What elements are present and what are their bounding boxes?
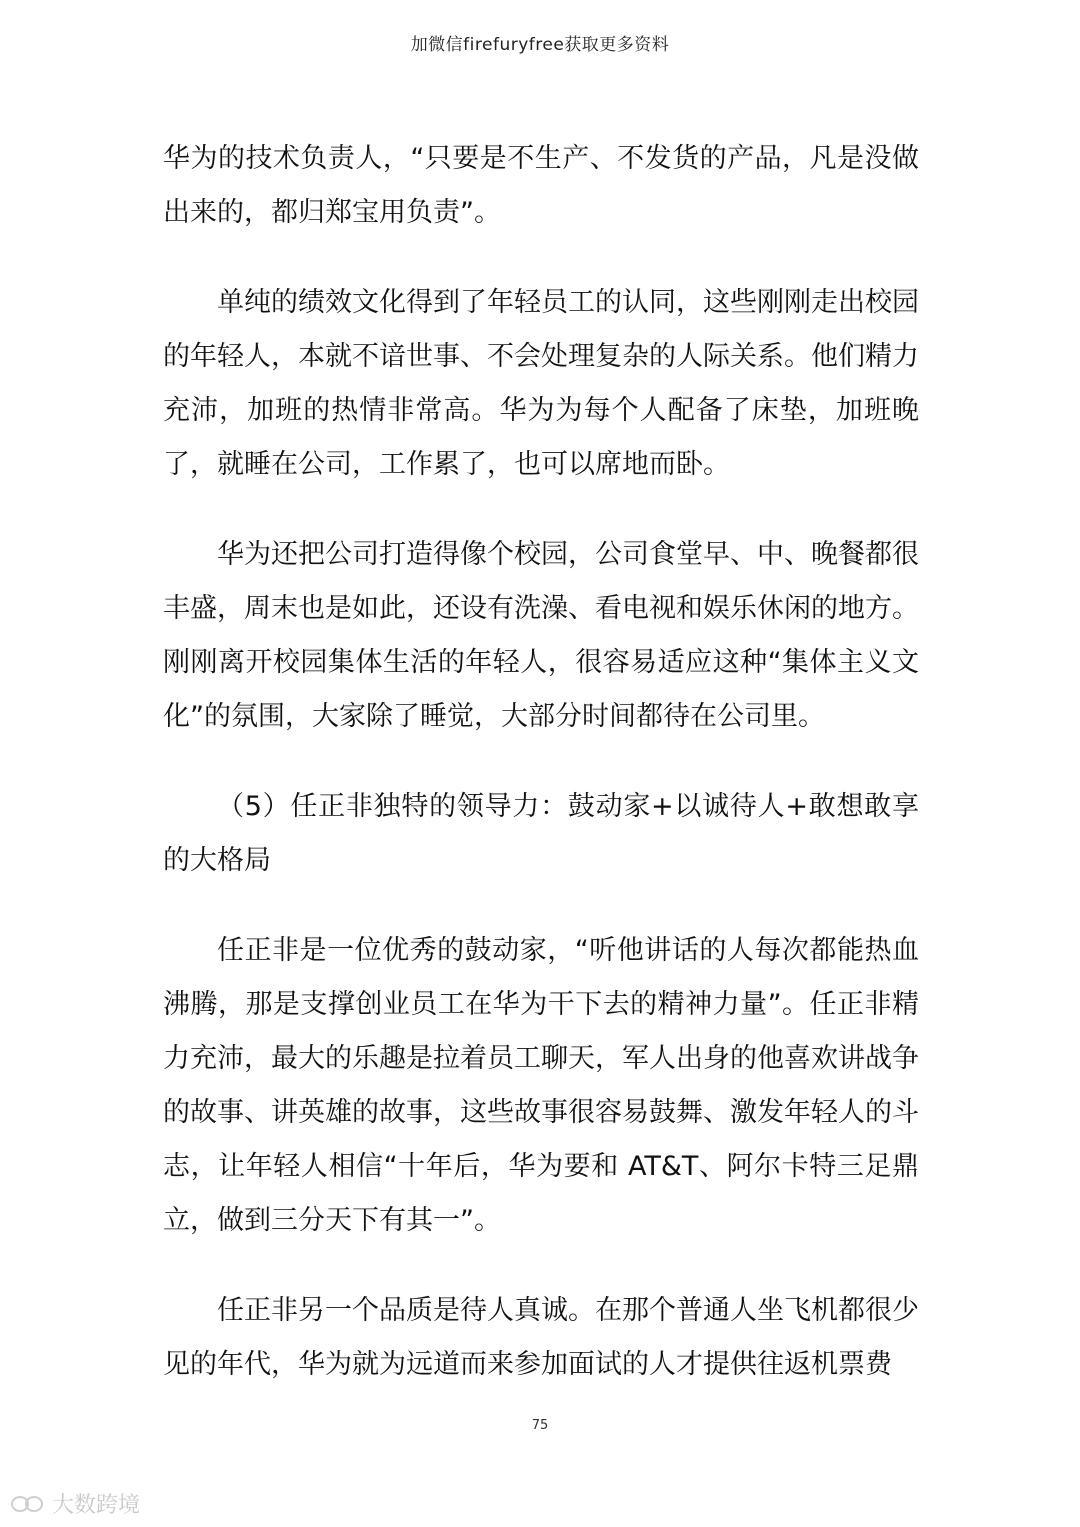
paragraph-5: 任正非另一个品质是待人真诚。在那个普通人坐飞机都很少见的年代，华为就为远道而来参加面试的人才提供往返机票费 <box>163 1295 919 1380</box>
watermark-text: 大数跨境 <box>52 1493 141 1518</box>
watermark-logo-icon <box>10 1494 46 1514</box>
header-note: 加微信firefuryfree获取更多资料 <box>410 35 670 55</box>
paragraph-2: 单纯的绩效文化得到了年轻员工的认同，这些刚刚走出校园的年轻人，本就不谙世事、不会处理复杂的人际关系。他们精力充沛，加班的热情非常高。华为为每个人配备了床垫，加班晚了，就睡在公司，工作累了，也可以席地而卧。 <box>163 287 919 480</box>
watermark <box>10 1488 140 1519</box>
section-heading: （5）任正非独特的领导力：鼓动家+以诚待人+敢想敢享的大格局 <box>163 791 919 876</box>
paragraph-4: 任正非是一位优秀的鼓动家，“听他讲话的人每次都能热血沸腾，那是支撑创业员工在华为干下去的精神力量”。任正非精力充沛，最大的乐趣是拉着员工聊天，军人出身的他喜欢讲战争的故事、讲英雄的故事，这些故事很容易鼓舞、激发年轻人的斗志，让年轻人相信“十年后，华为要和 AT&T、阿尔卡特三足鼎立，做到三分天下有其一”。 <box>163 935 919 1236</box>
page-number: 75 <box>531 1418 549 1433</box>
paragraph-1: 华为的技术负责人，“只要是不生产、不发货的产品，凡是没做出来的，都归郑宝用负责”。 <box>163 143 919 228</box>
body-text <box>163 132 919 1428</box>
paragraph-3: 华为还把公司打造得像个校园，公司食堂早、中、晚餐都很丰盛，周末也是如此，还设有洗澡、看电视和娱乐休闲的地方。刚刚离开校园集体生活的年轻人，很容易适应这种“集体主义文化”的氛围，大家除了睡觉，大部分时间都待在公司里。 <box>163 539 919 732</box>
